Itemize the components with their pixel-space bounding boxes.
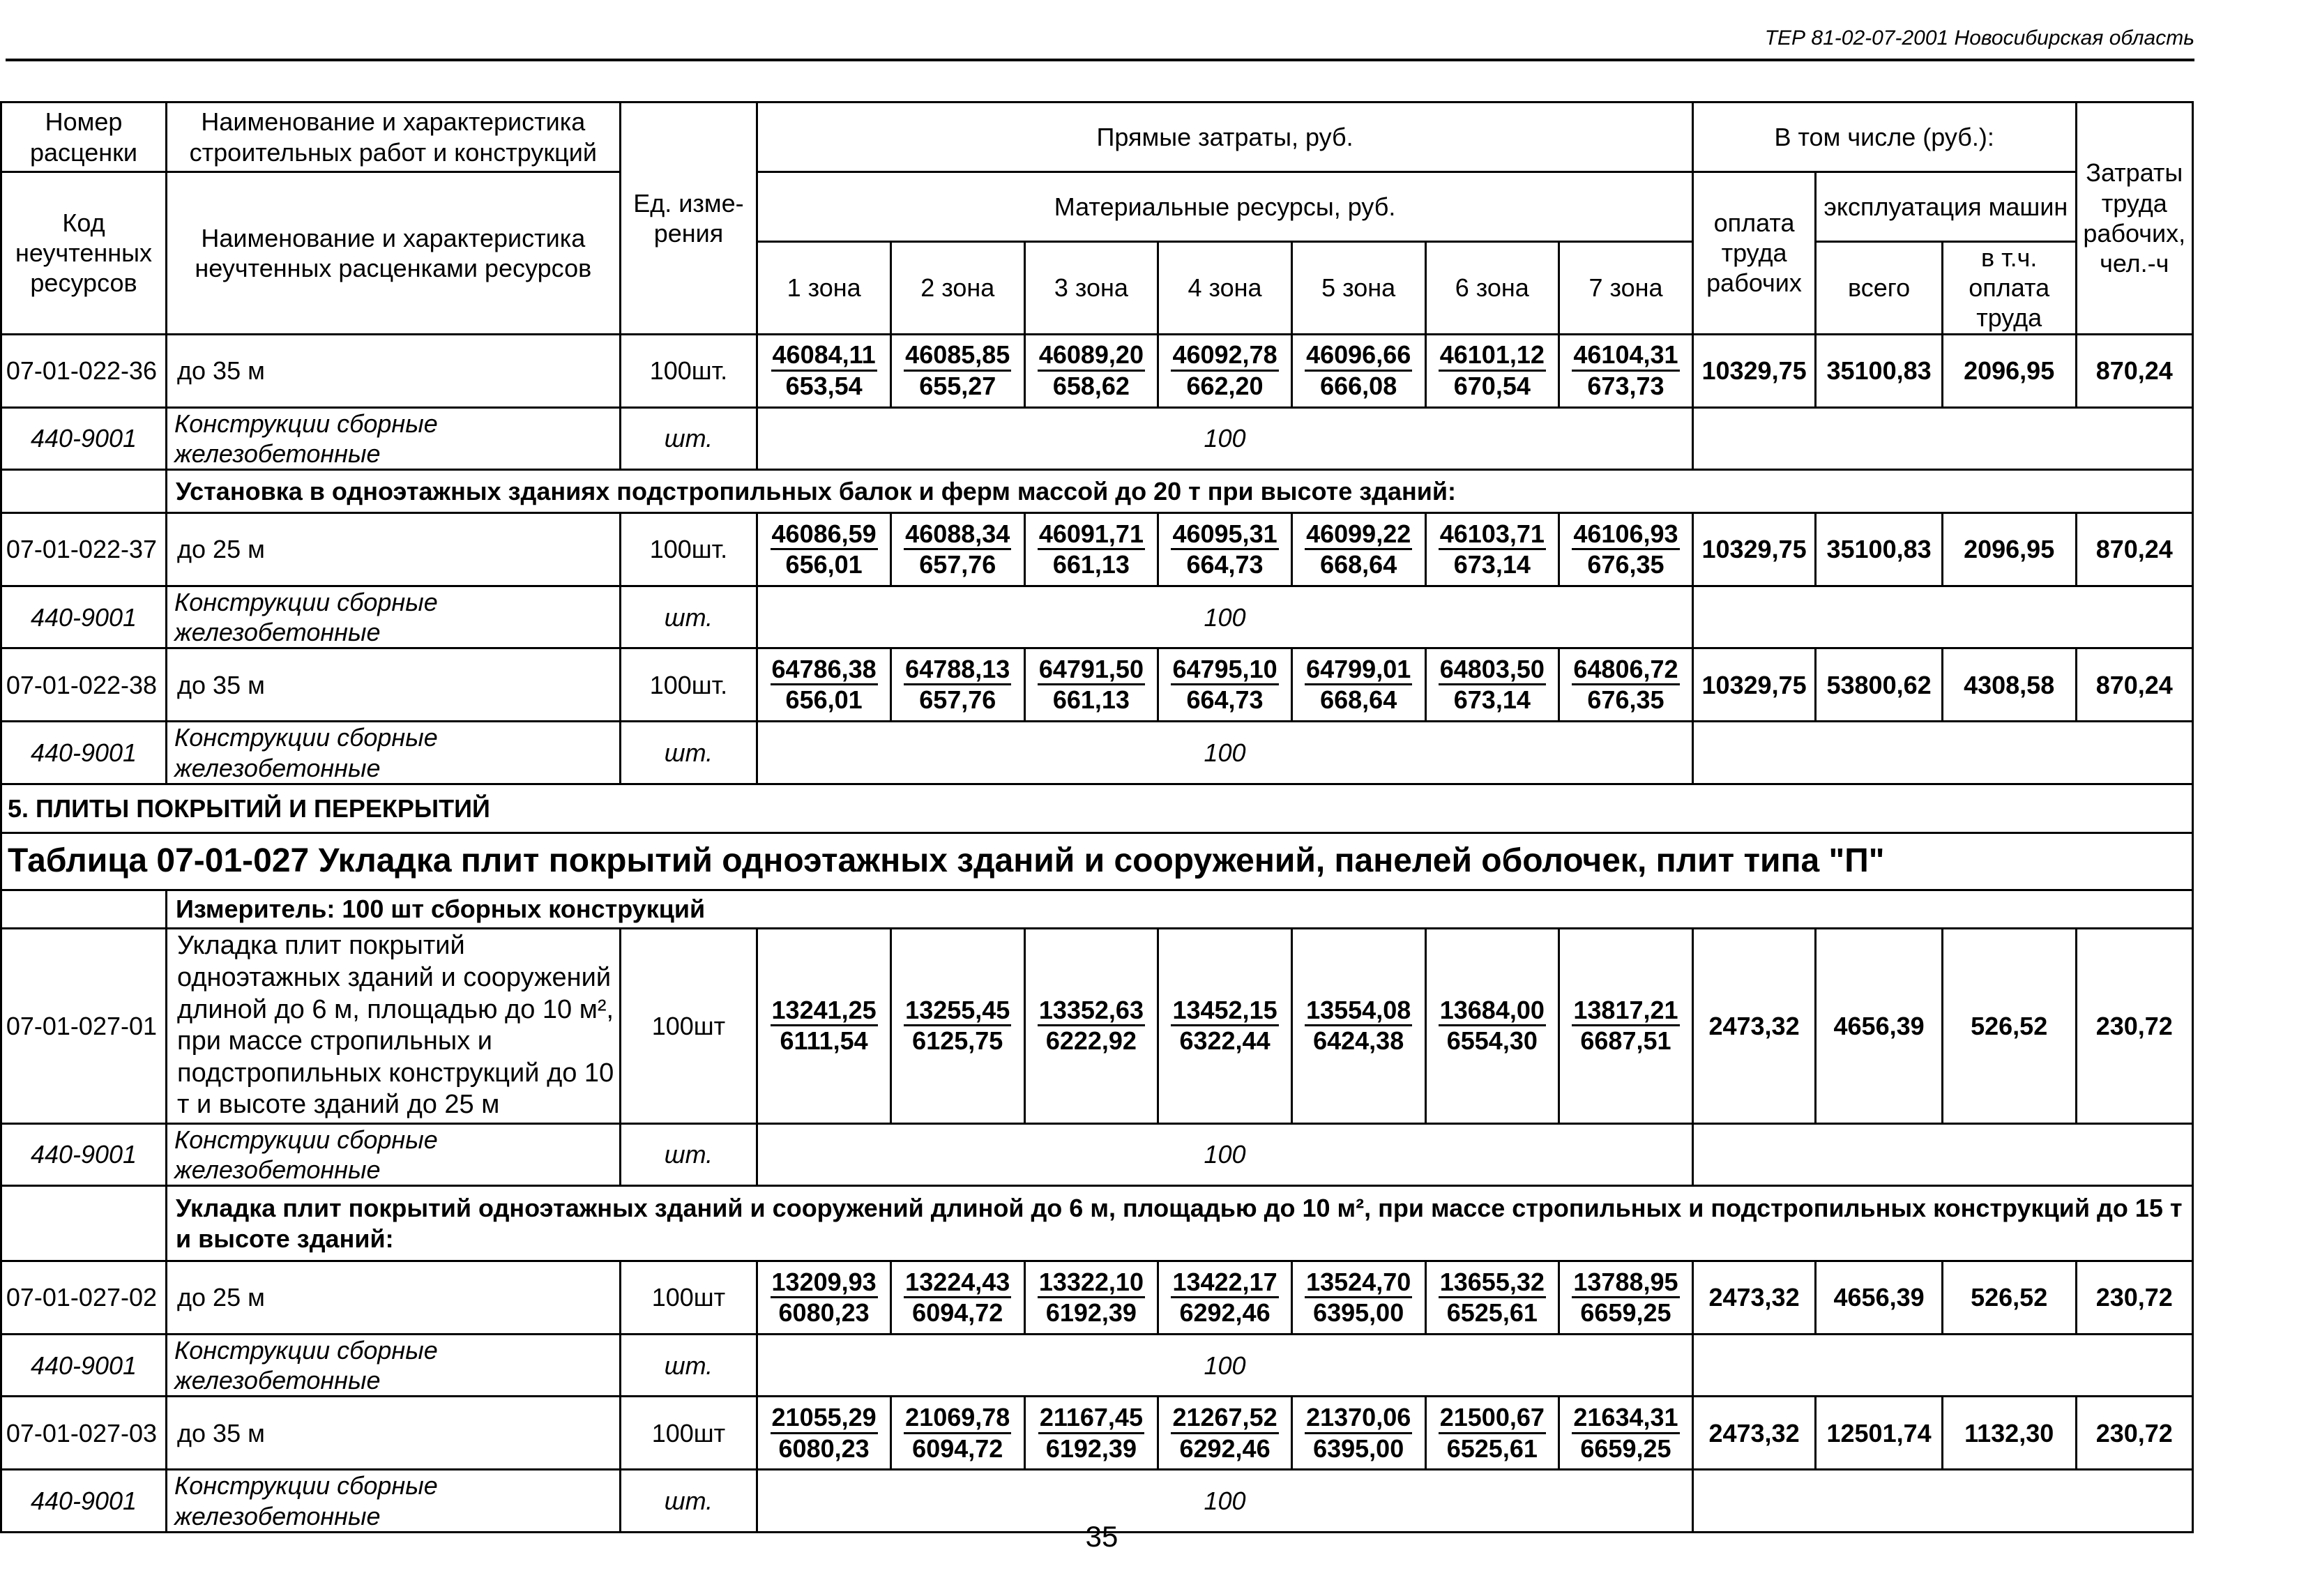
zone-cost: $\frac{46101,12}{670,54}$	[1439, 340, 1545, 400]
col-resource-name-header: Наименование и характеристика неучтенных расценками ресурсов	[167, 172, 621, 335]
rate-unit: 100шт	[620, 928, 757, 1123]
rate-unit: 100шт.	[620, 512, 757, 586]
zone-header: 5 зона	[1291, 242, 1425, 335]
col-resource-code-header: Код неучтенных ресурсов	[1, 172, 167, 335]
group-heading: Укладка плит покрытий одноэтажных зданий и сооружений длиной до 6 м, площадью до 10 м², при массе стропильных и подстропильных конструкций до 15 т и высоте зданий:	[167, 1186, 2193, 1261]
labor-pay: 10329,75	[1692, 334, 1816, 407]
zone-cost: $\frac{46084,11}{653,54}$	[772, 340, 876, 400]
zone-cost: $\frac{46085,85}{655,27}$	[905, 340, 1010, 400]
zone-cost: $\frac{64806,72}{676,35}$	[1573, 655, 1678, 715]
zone-cost: $\frac{46106,93}{676,35}$	[1573, 519, 1678, 579]
rate-name: до 25 м	[167, 1261, 621, 1335]
group-heading: Установка в одноэтажных зданиях подстропильных балок и ферм массой до 20 т при высоте зданий:	[167, 469, 2193, 512]
rate-code: 07-01-022-37	[1, 512, 167, 586]
machine-total: 35100,83	[1816, 334, 1943, 407]
resource-name: Конструкции сборные железобетонные	[167, 1470, 621, 1532]
col-material-costs-header: Материальные ресурсы, руб.	[757, 172, 1693, 242]
zone-cost: $\frac{64795,10}{664,73}$	[1172, 655, 1277, 715]
rate-row	[1, 1261, 2193, 1335]
rate-name: до 25 м	[167, 512, 621, 586]
zone-header: 1 зона	[757, 242, 891, 335]
machine-total: 12501,74	[1816, 1397, 1943, 1470]
labor-costs: 230,72	[2076, 928, 2193, 1123]
zone-cost: $\frac{13322,10}{6192,39}$	[1038, 1267, 1144, 1328]
machine-labor: 2096,95	[1942, 512, 2076, 586]
zone-cost: $\frac{46088,34}{657,76}$	[905, 519, 1010, 579]
rate-name: Укладка плит покрытий одноэтажных зданий и сооружений длиной до 6 м, площадью до 10 м², при массе стропильных и подстропильных конструкций до 10 т и высоте зданий до 25 м	[167, 928, 621, 1123]
zone-cost: $\frac{46091,71}{661,13}$	[1038, 519, 1144, 579]
zone-cost: $\frac{64788,13}{657,76}$	[905, 655, 1010, 715]
table-title: Таблица 07-01-027 Укладка плит покрытий одноэтажных зданий и сооружений, панелей оболочек, плит типа "П"	[1, 833, 2193, 890]
rate-unit: 100шт.	[620, 334, 757, 407]
zone-cost: $\frac{13452,15}{6322,44}$	[1172, 995, 1277, 1056]
resource-row	[1, 586, 2193, 648]
col-machines-header: эксплуатация машин	[1816, 172, 2076, 242]
page-number: 35	[1085, 1520, 1118, 1553]
zone-cost: $\frac{21267,52}{6292,46}$	[1172, 1403, 1277, 1463]
resource-qty: 100	[757, 722, 1693, 784]
labor-pay: 10329,75	[1692, 512, 1816, 586]
resource-unit: шт.	[620, 586, 757, 648]
zone-cost: $\frac{21370,06}{6395,00}$	[1306, 1403, 1411, 1463]
resource-code: 440-9001	[1, 1335, 167, 1397]
resource-name: Конструкции сборные железобетонные	[167, 722, 621, 784]
resource-qty: 100	[757, 407, 1693, 469]
zone-cost: $\frac{13224,43}{6094,72}$	[905, 1267, 1010, 1328]
col-code-header: Номер расценки	[1, 102, 167, 172]
labor-pay: 2473,32	[1692, 1261, 1816, 1335]
labor-pay: 10329,75	[1692, 648, 1816, 722]
zone-cost: $\frac{46096,66}{666,08}$	[1306, 340, 1411, 400]
zone-cost: $\frac{21055,29}{6080,23}$	[771, 1403, 877, 1463]
rate-row	[1, 334, 2193, 407]
zone-cost: $\frac{13352,63}{6222,92}$	[1038, 995, 1144, 1056]
rate-unit: 100шт	[620, 1397, 757, 1470]
zone-cost: $\frac{13554,08}{6424,38}$	[1306, 995, 1411, 1056]
zone-cost: $\frac{13241,25}{6111,54}$	[771, 995, 877, 1056]
resource-unit: шт.	[620, 407, 757, 469]
resource-unit: шт.	[620, 1335, 757, 1397]
col-unit-header: Ед. изме-рения	[620, 102, 757, 335]
resource-qty: 100	[757, 1123, 1693, 1185]
rate-name: до 35 м	[167, 648, 621, 722]
machine-labor: 2096,95	[1942, 334, 2076, 407]
rate-unit: 100шт	[620, 1261, 757, 1335]
zone-cost: $\frac{21069,78}{6094,72}$	[905, 1403, 1010, 1463]
labor-costs: 870,24	[2076, 648, 2193, 722]
labor-pay: 2473,32	[1692, 928, 1816, 1123]
zone-header: 2 зона	[890, 242, 1024, 335]
resource-code: 440-9001	[1, 586, 167, 648]
resource-code: 440-9001	[1, 407, 167, 469]
zone-header: 7 зона	[1559, 242, 1693, 335]
resource-qty: 100	[757, 1335, 1693, 1397]
resource-row	[1, 407, 2193, 469]
zone-cost: $\frac{64791,50}{661,13}$	[1038, 655, 1144, 715]
zone-cost: $\frac{13817,21}{6687,51}$	[1573, 995, 1678, 1056]
zone-cost: $\frac{13422,17}{6292,46}$	[1172, 1267, 1277, 1328]
resource-qty: 100	[757, 586, 1693, 648]
zone-cost: $\frac{64799,01}{668,64}$	[1306, 655, 1411, 715]
col-direct-costs-header: Прямые затраты, руб.	[757, 102, 1693, 172]
zone-header: 3 зона	[1024, 242, 1158, 335]
resource-code: 440-9001	[1, 1470, 167, 1532]
section-title: 5. ПЛИТЫ ПОКРЫТИЙ И ПЕРЕКРЫТИЙ	[1, 784, 2193, 833]
zone-cost: $\frac{46092,78}{662,20}$	[1172, 340, 1277, 400]
zone-cost: $\frac{46104,31}{673,73}$	[1573, 340, 1678, 400]
rate-name: до 35 м	[167, 1397, 621, 1470]
zone-cost: $\frac{13524,70}{6395,00}$	[1306, 1267, 1411, 1328]
resource-name: Конструкции сборные железобетонные	[167, 586, 621, 648]
zone-cost: $\frac{13788,95}{6659,25}$	[1573, 1267, 1678, 1328]
rate-code: 07-01-027-01	[1, 928, 167, 1123]
resource-unit: шт.	[620, 1123, 757, 1185]
zone-cost: $\frac{13209,93}{6080,23}$	[771, 1267, 877, 1328]
zone-cost: $\frac{21500,67}{6525,61}$	[1439, 1403, 1545, 1463]
zone-cost: $\frac{21634,31}{6659,25}$	[1573, 1403, 1678, 1463]
labor-costs: 870,24	[2076, 512, 2193, 586]
resource-code: 440-9001	[1, 722, 167, 784]
document-header: ТЕР 81-02-07-2001 Новосибирская область	[1764, 26, 2194, 50]
rate-row	[1, 512, 2193, 586]
resource-row	[1, 1123, 2193, 1185]
col-labor-pay-header: оплата труда рабочих	[1692, 172, 1816, 335]
resource-row	[1, 722, 2193, 784]
rate-code: 07-01-027-02	[1, 1261, 167, 1335]
rate-code: 07-01-022-38	[1, 648, 167, 722]
resource-unit: шт.	[620, 1470, 757, 1532]
zone-cost: $\frac{13684,00}{6554,30}$	[1439, 995, 1545, 1056]
rate-code: 07-01-027-03	[1, 1397, 167, 1470]
rate-code: 07-01-022-36	[1, 334, 167, 407]
col-labor-costs-header: Затраты труда рабочих, чел.-ч	[2076, 102, 2193, 335]
zone-cost: $\frac{46086,59}{656,01}$	[771, 519, 877, 579]
zone-cost: $\frac{13255,45}{6125,75}$	[905, 995, 1010, 1056]
zone-header: 4 зона	[1158, 242, 1292, 335]
rate-name: до 35 м	[167, 334, 621, 407]
col-machine-labor-header: в т.ч. оплата труда	[1942, 242, 2076, 335]
resource-qty: 100	[757, 1470, 1693, 1532]
col-machine-total-header: всего	[1816, 242, 1943, 335]
labor-costs: 870,24	[2076, 334, 2193, 407]
measure-label: Измеритель: 100 шт сборных конструкций	[167, 890, 2193, 928]
zone-cost: $\frac{46095,31}{664,73}$	[1172, 519, 1277, 579]
machine-total: 35100,83	[1816, 512, 1943, 586]
resource-name: Конструкции сборные железобетонные	[167, 1335, 621, 1397]
zone-cost: $\frac{46099,22}{668,64}$	[1306, 519, 1411, 579]
machine-total: 4656,39	[1816, 1261, 1943, 1335]
rates-table	[0, 101, 2194, 1533]
zone-cost: $\frac{64786,38}{656,01}$	[771, 655, 877, 715]
zone-cost: $\frac{46089,20}{658,62}$	[1038, 340, 1144, 400]
zone-cost: $\frac{64803,50}{673,14}$	[1439, 655, 1545, 715]
rate-row	[1, 1397, 2193, 1470]
col-name-header: Наименование и характеристика строительных работ и конструкций	[167, 102, 621, 172]
resource-unit: шт.	[620, 722, 757, 784]
machine-total: 4656,39	[1816, 928, 1943, 1123]
labor-costs: 230,72	[2076, 1261, 2193, 1335]
machine-labor: 4308,58	[1942, 648, 2076, 722]
rate-row	[1, 928, 2193, 1123]
rate-unit: 100шт.	[620, 648, 757, 722]
machine-labor: 1132,30	[1942, 1397, 2076, 1470]
resource-code: 440-9001	[1, 1123, 167, 1185]
header-rule	[6, 59, 2194, 61]
labor-costs: 230,72	[2076, 1397, 2193, 1470]
machine-labor: 526,52	[1942, 1261, 2076, 1335]
resource-row	[1, 1335, 2193, 1397]
machine-total: 53800,62	[1816, 648, 1943, 722]
labor-pay: 2473,32	[1692, 1397, 1816, 1470]
zone-cost: $\frac{21167,45}{6192,39}$	[1039, 1403, 1143, 1463]
machine-labor: 526,52	[1942, 928, 2076, 1123]
rate-row	[1, 648, 2193, 722]
zone-cost: $\frac{46103,71}{673,14}$	[1439, 519, 1545, 579]
col-including-header: В том числе (руб.):	[1692, 102, 2076, 172]
zone-cost: $\frac{13655,32}{6525,61}$	[1439, 1267, 1545, 1328]
resource-name: Конструкции сборные железобетонные	[167, 407, 621, 469]
resource-name: Конструкции сборные железобетонные	[167, 1123, 621, 1185]
zone-header: 6 зона	[1425, 242, 1559, 335]
